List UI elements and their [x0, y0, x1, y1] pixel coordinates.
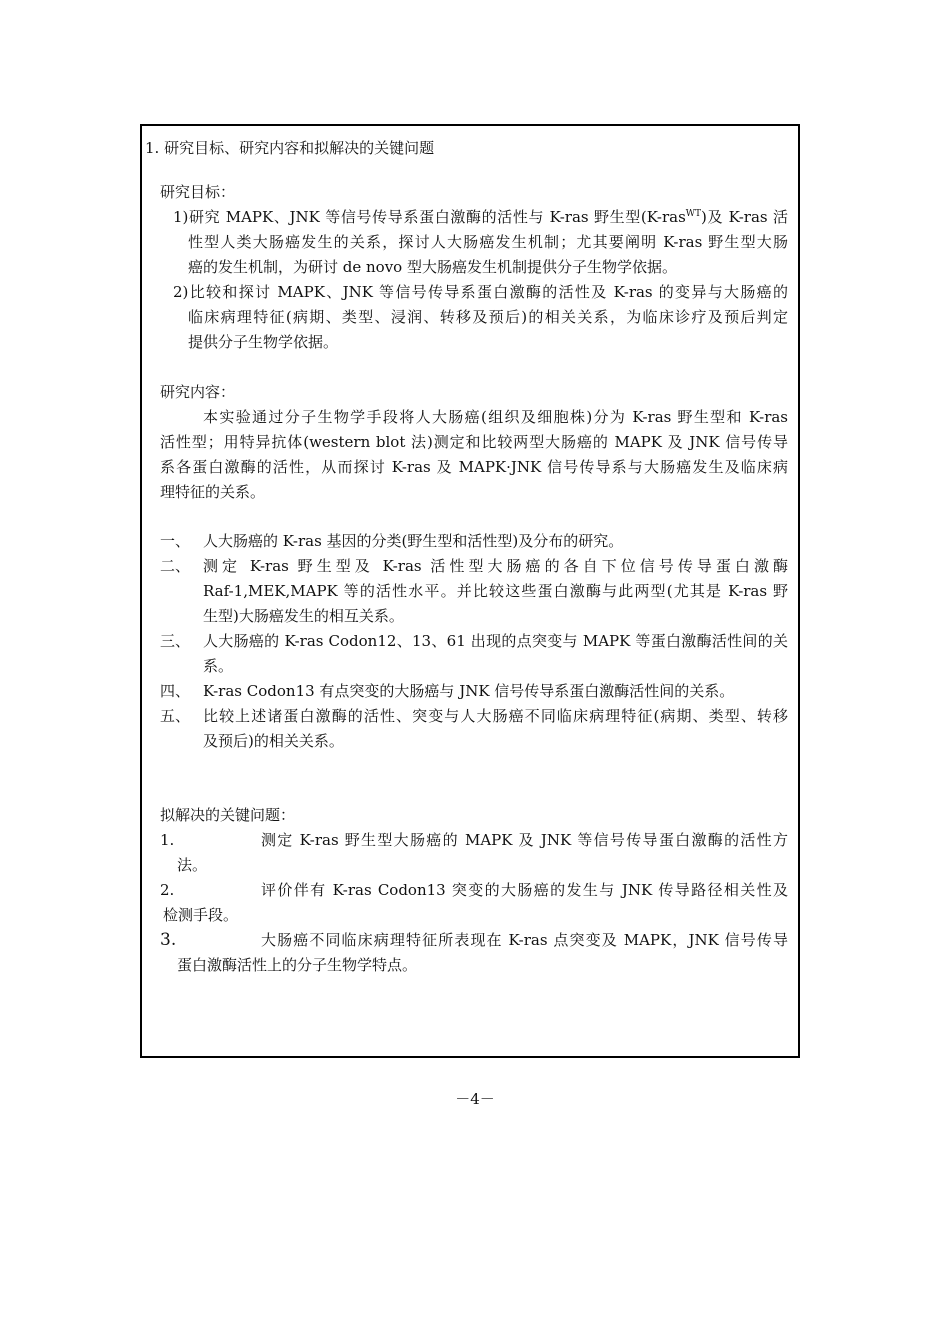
content-label: 研究内容：: [160, 383, 236, 401]
problem-1-num: 1.: [160, 831, 175, 849]
content-item-3-line-1: 人大肠癌的 K-ras Codon12、13、61 出现的点突变与 MAPK 等蛋白激酶活性间的关: [203, 632, 788, 650]
problem-2-line-2: 检测手段。: [163, 906, 239, 924]
goal-1-line-2: 性型人类大肠癌发生的关系，探讨人大肠癌发生机制；尤其要阐明 K-ras 野生型大肠: [188, 233, 788, 251]
content-item-2-line-2: Raf-1,MEK,MAPK 等的活性水平。并比较这些蛋白激酶与此两型(尤其是 K-ras 野: [203, 582, 788, 600]
content-item-2-num: 二、: [160, 557, 191, 575]
content-item-1-num: 一、: [160, 532, 191, 550]
problem-1-line-2: 法。: [177, 856, 208, 874]
goal-2-line-1: 2)比较和探讨 MAPK、JNK 等信号传导系蛋白激酶的活性及 K-ras 的变异与大肠癌的: [173, 283, 788, 301]
problems-label: 拟解决的关键问题：: [160, 806, 296, 824]
content-item-4-line-1: K-ras Codon13 有点突变的大肠癌与 JNK 信号传导系蛋白激酶活性间的关系。: [203, 682, 735, 700]
goal-1-line-3: 癌的发生机制，为研讨 de novo 型大肠癌发生机制提供分子生物学依据。: [188, 258, 677, 276]
content-item-5-line-2: 及预后)的相关关系。: [203, 732, 344, 750]
goals-label: 研究目标：: [160, 183, 236, 201]
content-item-5-line-1: 比较上述诸蛋白激酶的活性、突变与人大肠癌不同临床病理特征(病期、类型、转移: [203, 707, 788, 725]
content-item-3-num: 三、: [160, 632, 191, 650]
problem-2-line-1: 评价伴有 K-ras Codon13 突变的大肠癌的发生与 JNK 传导路径相关性及: [261, 881, 788, 899]
content-item-4-num: 四、: [160, 682, 191, 700]
content-para-line-2: 活性型；用特异抗体(western blot 法)测定和比较两型大肠癌的 MAPK 及 JNK 信号传导: [160, 433, 788, 451]
problem-3-num: 3.: [160, 930, 177, 950]
goal-1-line-1: 1)研究 MAPK、JNK 等信号传导系蛋白激酶的活性与 K-ras 野生型(K-ras$^{WT}$)及 K-ras 活: [173, 208, 788, 226]
goal-2-line-3: 提供分子生物学依据。: [188, 333, 339, 351]
content-para-line-3: 系各蛋白激酶的活性，从而探讨 K-ras 及 MAPK·JNK 信号传导系与大肠癌发生及临床病: [160, 458, 788, 476]
goal-2-line-2: 临床病理特征(病期、类型、浸润、转移及预后)的相关关系，为临床诊疗及预后判定: [188, 308, 788, 326]
page-number: －4－: [455, 1090, 495, 1108]
section-heading: 1. 研究目标、研究内容和拟解决的关键问题: [145, 139, 435, 157]
content-item-1-line-1: 人大肠癌的 K-ras 基因的分类(野生型和活性型)及分布的研究。: [203, 532, 624, 550]
content-para-line-1: 本实验通过分子生物学手段将人大肠癌(组织及细胞株)分为 K-ras 野生型和 K-ras: [203, 408, 788, 426]
content-item-5-num: 五、: [160, 707, 191, 725]
problem-3-line-2: 蛋白激酶活性上的分子生物学特点。: [177, 956, 418, 974]
content-item-3-line-2: 系。: [203, 657, 234, 675]
content-item-2-line-1: 测定 K-ras 野生型及 K-ras 活性型大肠癌的各自下位信号传导蛋白激酶: [203, 557, 788, 575]
content-item-2-line-3: 生型)大肠癌发生的相互关系。: [203, 607, 404, 625]
problem-3-line-1: 大肠癌不同临床病理特征所表现在 K-ras 点突变及 MAPK，JNK 信号传导: [261, 931, 788, 949]
problem-2-num: 2.: [160, 881, 175, 899]
problem-1-line-1: 测定 K-ras 野生型大肠癌的 MAPK 及 JNK 等信号传导蛋白激酶的活性方: [261, 831, 788, 849]
content-para-line-4: 理特征的关系。: [160, 483, 266, 501]
